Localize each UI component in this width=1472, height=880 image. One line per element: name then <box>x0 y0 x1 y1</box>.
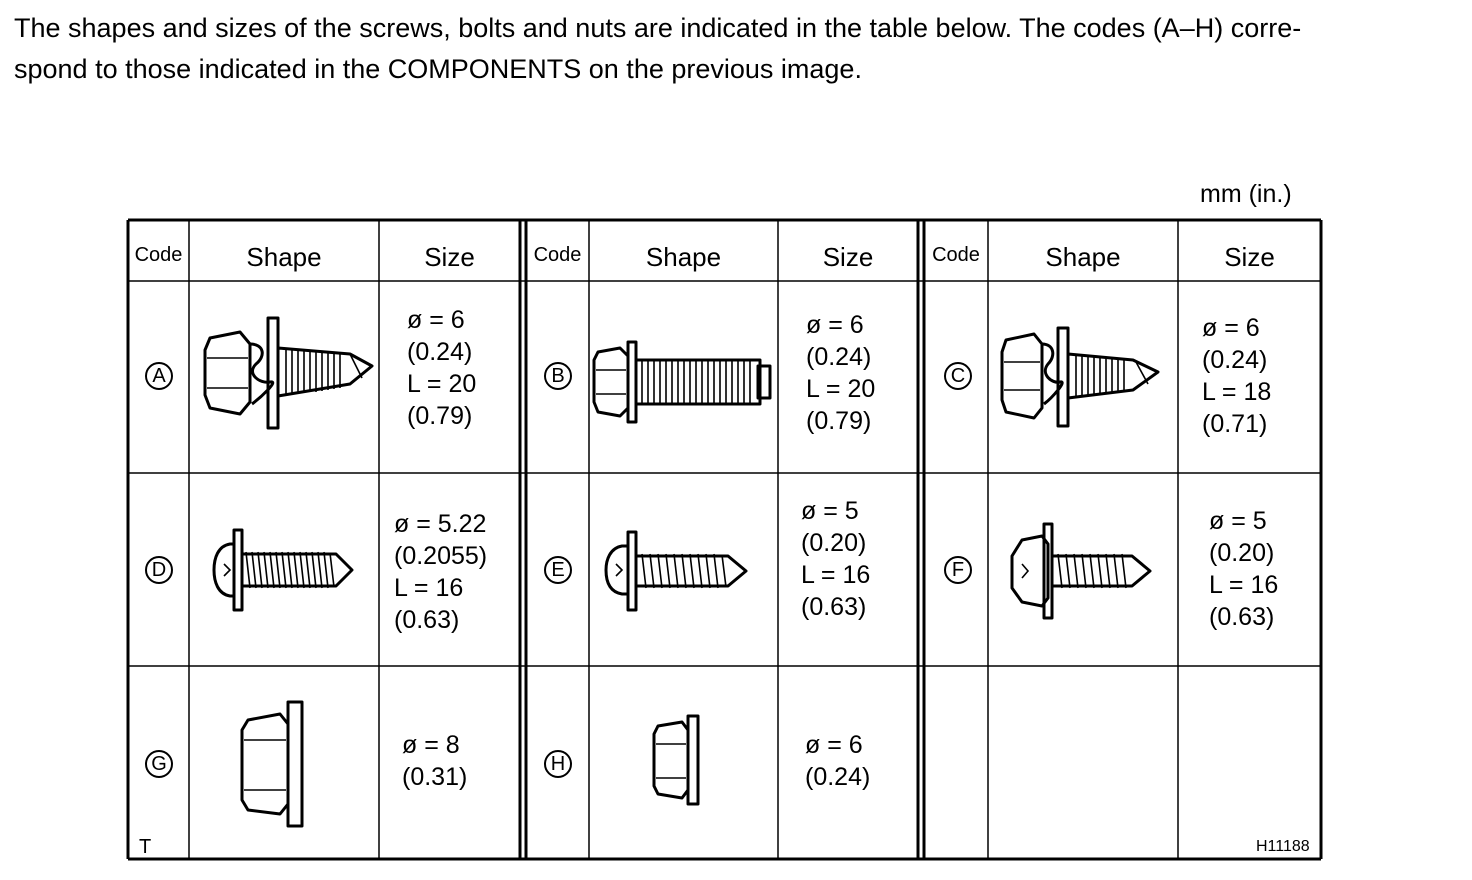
intro-line-2: spond to those indicated in the COMPONENTS on the previous image. <box>14 54 862 84</box>
bolt-with-washer-a-icon <box>200 310 375 440</box>
bolt-with-washer-c-icon <box>998 322 1168 432</box>
tapping-screw-f-icon <box>1008 522 1154 620</box>
unit-label: mm (in.) <box>1200 180 1292 208</box>
size-h: ø = 6 (0.24) <box>805 731 871 791</box>
size-b: ø = 6 (0.24) L = 20 (0.79) <box>806 311 876 435</box>
header-size-3: Size <box>1224 242 1275 272</box>
code-badge-b: B <box>544 362 572 390</box>
header-size-1: Size <box>424 242 475 272</box>
flange-bolt-b-icon <box>592 330 774 430</box>
flange-nut-g-icon <box>238 700 310 830</box>
intro-line-1: The shapes and sizes of the screws, bolts and nuts are indicated in the table below. The codes (A–H) corre- <box>14 13 1302 43</box>
code-badge-g: G <box>145 750 173 778</box>
code-badge-h: H <box>544 750 572 778</box>
header-code-2: Code <box>533 244 582 266</box>
size-a: ø = 6 (0.24) L = 20 (0.79) <box>407 306 477 430</box>
header-shape-1: Shape <box>246 242 322 272</box>
code-badge-f: F <box>944 556 972 584</box>
code-badge-e: E <box>544 556 572 584</box>
header-code-1: Code <box>134 244 183 266</box>
header-code-3: Code <box>932 244 980 266</box>
size-g: ø = 8 (0.31) <box>402 731 468 791</box>
tapping-screw-e-icon <box>604 528 750 614</box>
size-d: ø = 5.22 (0.2055) L = 16 (0.63) <box>394 510 488 634</box>
code-badge-c: C <box>944 362 972 390</box>
size-e: ø = 5 (0.20) L = 16 (0.63) <box>801 497 871 621</box>
footer-mark: T <box>139 836 152 858</box>
code-badge-d: D <box>145 556 173 584</box>
figure-id: H11188 <box>1256 838 1310 855</box>
flange-nut-h-icon <box>650 712 702 808</box>
code-badge-a: A <box>145 362 173 390</box>
size-f: ø = 5 (0.20) L = 16 (0.63) <box>1209 507 1279 631</box>
header-size-2: Size <box>822 242 874 272</box>
size-c: ø = 6 (0.24) L = 18 (0.71) <box>1202 314 1272 438</box>
tapping-screw-d-icon <box>212 524 357 616</box>
header-shape-3: Shape <box>1045 242 1121 272</box>
header-shape-2: Shape <box>645 242 722 272</box>
